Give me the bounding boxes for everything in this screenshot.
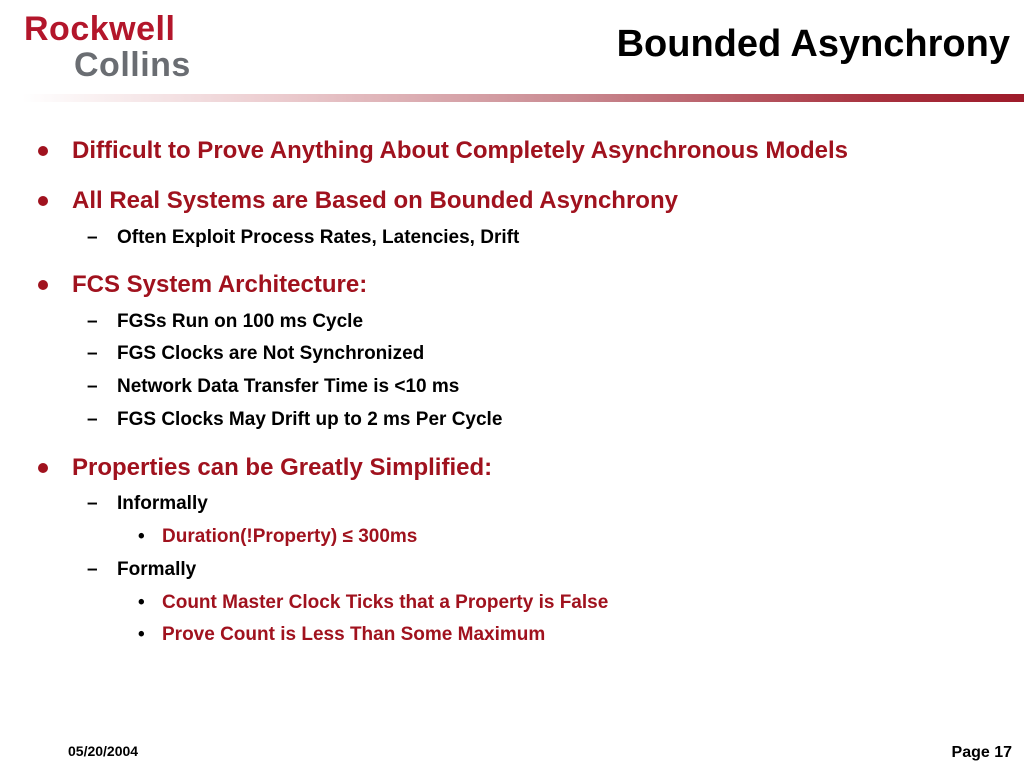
company-logo [24, 10, 224, 84]
bullet-dot-icon [38, 463, 48, 473]
sub-bullet-item [87, 493, 208, 515]
sub-bullet-text: FGSs Run on 100 ms Cycle [117, 311, 364, 332]
bullet-text: Properties can be Greatly Simplified: [72, 454, 493, 481]
sub-bullet-item [87, 343, 425, 365]
sub-sub-bullet-item [138, 592, 609, 614]
sub-bullet-text: Network Data Transfer Time is <10 ms [117, 376, 460, 397]
dash-icon: – [87, 227, 98, 248]
sub-bullet-text: Often Exploit Process Rates, Latencies, Drift [117, 227, 520, 248]
dash-icon: – [87, 493, 98, 514]
logo-text-line2: Collins [74, 46, 191, 84]
bullet-dot-icon [38, 280, 48, 290]
slide-title: Bounded Asynchrony [616, 23, 1010, 65]
sub-bullet-text: Informally [117, 493, 208, 514]
sub-bullet-text: FGS Clocks May Drift up to 2 ms Per Cycle [117, 409, 503, 430]
sub-sub-bullet-text: Prove Count is Less Than Some Maximum [162, 624, 546, 645]
footer-page-number: Page 17 [951, 744, 1012, 761]
sub-sub-bullet-item [138, 526, 418, 548]
small-dot-icon: • [138, 624, 145, 645]
footer-date: 05/20/2004 [68, 743, 139, 759]
sub-sub-bullet-item [138, 624, 546, 646]
dash-icon: – [87, 376, 98, 397]
bullet-item [72, 187, 678, 215]
sub-bullet-item [87, 376, 460, 398]
sub-bullet-text: Formally [117, 559, 197, 580]
sub-bullet-item [87, 227, 520, 249]
dash-icon: – [87, 311, 98, 332]
bullet-item [72, 137, 848, 165]
sub-bullet-text: FGS Clocks are Not Synchronized [117, 343, 425, 364]
bullet-item [72, 271, 367, 299]
dash-icon: – [87, 559, 98, 580]
sub-bullet-item [87, 559, 197, 581]
sub-bullet-item [87, 409, 503, 431]
bullet-item [72, 454, 492, 482]
bullet-text: FCS System Architecture: [72, 271, 368, 298]
small-dot-icon: • [138, 592, 145, 613]
dash-icon: – [87, 409, 98, 430]
sub-bullet-item [87, 311, 364, 333]
bullet-text: All Real Systems are Based on Bounded Asynchrony [72, 187, 678, 214]
dash-icon: – [87, 343, 98, 364]
small-dot-icon: • [138, 526, 145, 547]
header-divider [22, 94, 1024, 102]
logo-text-line1: Rockwell [24, 10, 176, 48]
sub-sub-bullet-text: Duration(!Property) ≤ 300ms [162, 526, 418, 547]
bullet-dot-icon [38, 196, 48, 206]
sub-sub-bullet-text: Count Master Clock Ticks that a Property is False [162, 592, 609, 613]
bullet-text: Difficult to Prove Anything About Completely Asynchronous Models [72, 137, 849, 164]
bullet-dot-icon [38, 146, 48, 156]
